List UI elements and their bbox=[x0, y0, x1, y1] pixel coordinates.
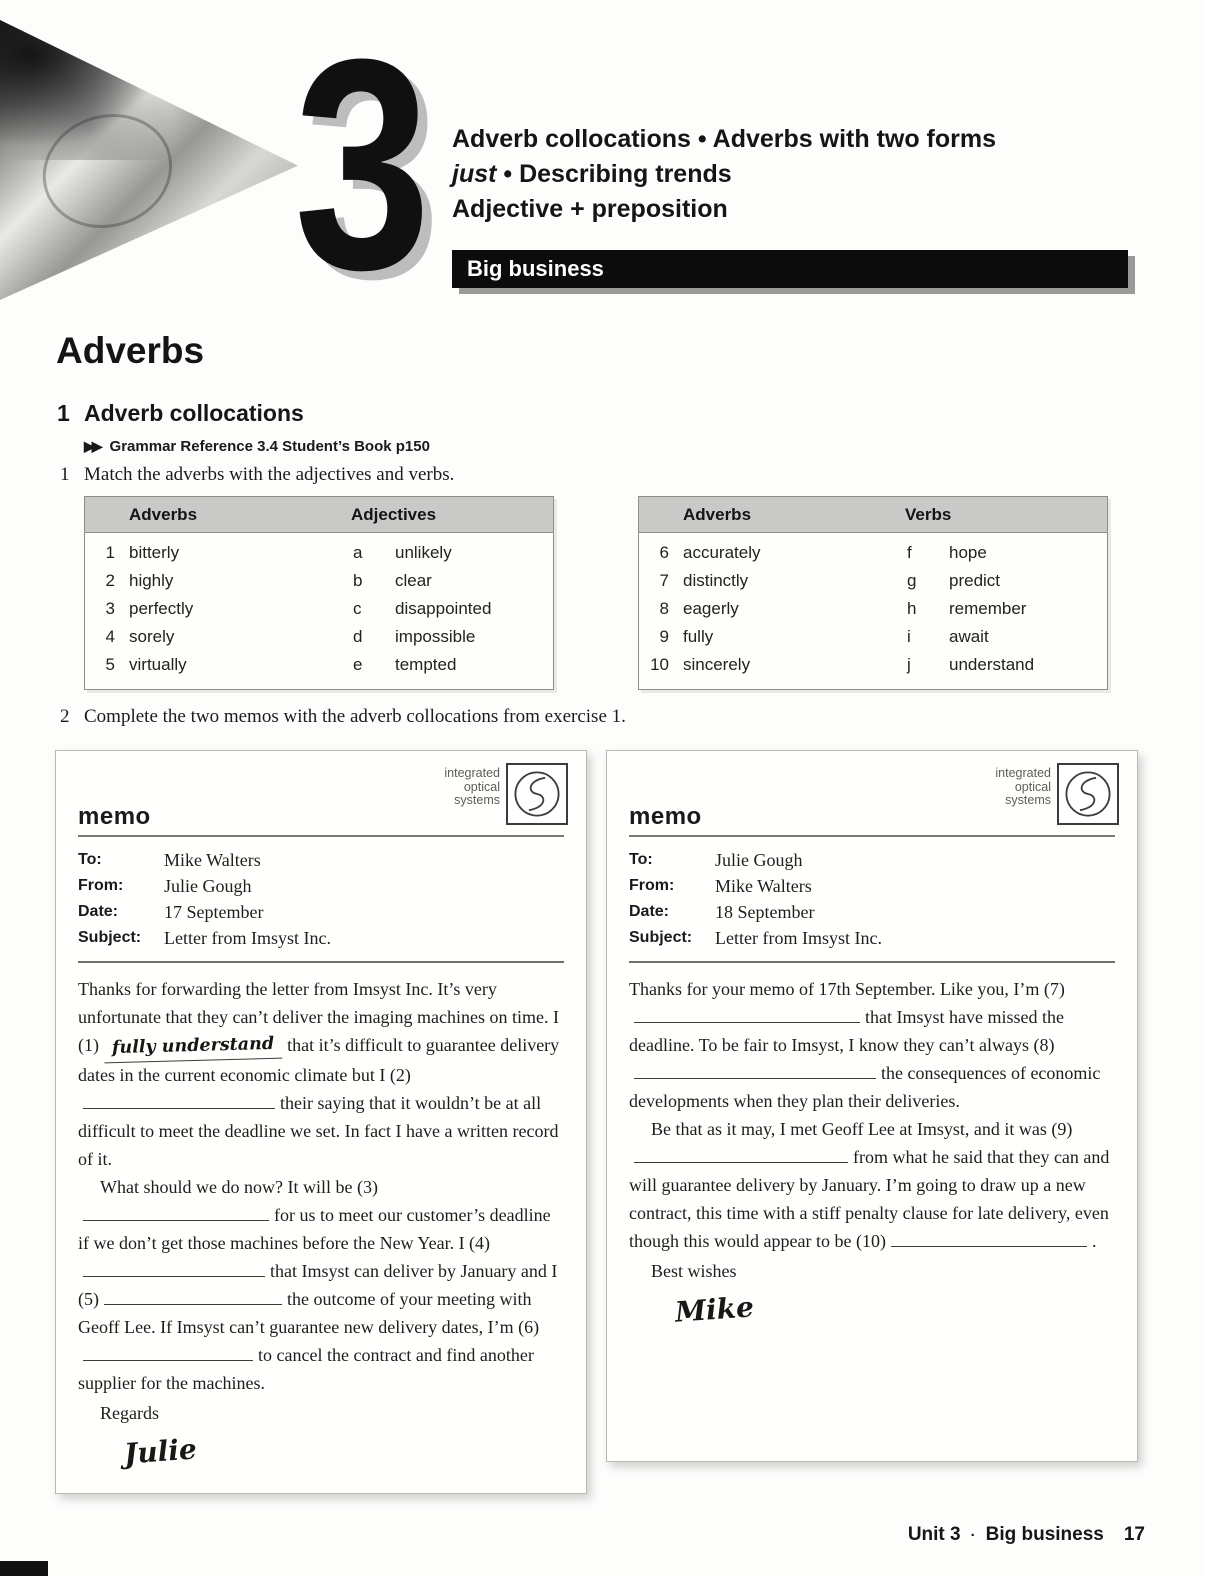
verb: predict bbox=[949, 571, 1001, 590]
memo-field-subject bbox=[78, 925, 564, 951]
logo-line: integrated bbox=[444, 766, 500, 780]
unit-topic-line3: Adjective + preposition bbox=[452, 195, 728, 223]
field-value: Mike Walters bbox=[164, 850, 261, 870]
memo-field-from bbox=[78, 873, 564, 899]
body-text: Thanks for forwarding the letter from Imsyst Inc. It’s very unfortunate that they can’t deliver the imaging machines on time. I (1) bbox=[78, 979, 560, 1055]
item-number: 4 bbox=[105, 627, 115, 646]
table-row bbox=[85, 567, 553, 595]
exercise-1-text: Match the adverbs with the adjectives and verbs. bbox=[84, 464, 455, 485]
logo-line: optical bbox=[463, 779, 500, 794]
memo-header bbox=[629, 767, 1115, 837]
exercise-1-prompt bbox=[60, 464, 454, 486]
body-text: Be that as it may, I met Geoff Lee at Imsyst, and it was (9) bbox=[651, 1119, 1073, 1139]
body-text: from what he said that they can and will guarantee delivery by January. I’m going to draw up a new contract, this time with a stiff penalty clause for late delivery, even though this would appear to be (10) bbox=[629, 1147, 1110, 1251]
item-letter: g bbox=[907, 571, 917, 590]
memo-from-mike bbox=[606, 750, 1138, 1462]
match-table-verbs bbox=[638, 496, 1108, 690]
table-row bbox=[85, 595, 553, 623]
field-label: Date: bbox=[629, 903, 670, 920]
column-header-adverbs: Adverbs bbox=[129, 504, 198, 524]
item-letter: e bbox=[353, 655, 363, 674]
table-header-row bbox=[85, 497, 553, 533]
answer-blank-4[interactable] bbox=[83, 1264, 265, 1277]
body-text: the consequences of economic developments when they plan their deliveries. bbox=[629, 1063, 1101, 1111]
adverb: sorely bbox=[129, 627, 175, 646]
page-number: 17 bbox=[1123, 1524, 1145, 1545]
match-table-adjectives bbox=[84, 496, 554, 690]
memo-title: memo bbox=[629, 803, 702, 830]
unit-topic-line2-rest: • Describing trends bbox=[496, 160, 732, 188]
optical-systems-emblem-icon bbox=[1057, 763, 1119, 825]
memo-field-to bbox=[78, 847, 564, 873]
item-letter: c bbox=[353, 599, 362, 618]
verb: await bbox=[949, 627, 989, 646]
answer-blank-9[interactable] bbox=[634, 1150, 848, 1163]
item-letter: j bbox=[907, 655, 911, 674]
grammar-reference bbox=[84, 438, 430, 455]
table-row bbox=[639, 623, 1107, 651]
adjective: impossible bbox=[395, 627, 476, 646]
item-number: 2 bbox=[105, 571, 115, 590]
item-letter: i bbox=[907, 627, 911, 646]
abstract-cover-art bbox=[0, 20, 298, 300]
logo-text bbox=[995, 767, 1051, 808]
adjective: disappointed bbox=[395, 599, 492, 618]
memo-title: memo bbox=[78, 803, 151, 830]
field-value: Mike Walters bbox=[715, 876, 812, 896]
memo-field-subject bbox=[629, 925, 1115, 951]
footer-separator: · bbox=[970, 1527, 976, 1544]
adjective: unlikely bbox=[395, 543, 452, 562]
adverb: distinctly bbox=[683, 571, 749, 590]
adverb: eagerly bbox=[683, 599, 739, 618]
item-number: 5 bbox=[105, 655, 115, 674]
body-text: Thanks for your memo of 17th September. Like you, I’m (7) bbox=[629, 979, 1065, 999]
item-letter: b bbox=[353, 571, 363, 590]
item-letter: h bbox=[907, 599, 917, 618]
optical-systems-emblem-icon bbox=[506, 763, 568, 825]
unit-title-banner: Big business bbox=[452, 250, 1128, 288]
field-label: Subject: bbox=[78, 929, 142, 946]
item-number: 3 bbox=[105, 599, 115, 618]
table-row bbox=[639, 651, 1107, 679]
memo-header bbox=[78, 767, 564, 837]
memo-field-date bbox=[78, 899, 564, 925]
answer-blank-7[interactable] bbox=[634, 1010, 860, 1023]
table-header-row bbox=[639, 497, 1107, 533]
body-text: . bbox=[1091, 1231, 1097, 1251]
exercise-1-number: 1 bbox=[60, 464, 70, 485]
memo-field-date bbox=[629, 899, 1115, 925]
body-text: that it’s difficult to guarantee delivery dates in the current economic climate but I (2) bbox=[78, 1035, 560, 1085]
logo-text bbox=[444, 767, 500, 808]
body-text: their saying that it wouldn’t be at all difficult to meet the deadline we set. In fact I have a written record of it. bbox=[78, 1093, 559, 1169]
body-text: to cancel the contract and find another supplier for the machines. bbox=[78, 1345, 534, 1393]
adverb: accurately bbox=[683, 543, 761, 562]
item-number: 9 bbox=[659, 627, 669, 646]
item-number: 8 bbox=[659, 599, 669, 618]
answer-blank-6[interactable] bbox=[83, 1348, 253, 1361]
field-value: Letter from Imsyst Inc. bbox=[715, 928, 882, 948]
handwritten-answer-1: fully understand bbox=[104, 1030, 283, 1064]
memo-paragraph bbox=[629, 1115, 1115, 1255]
unit-topic-line2 bbox=[452, 157, 996, 192]
adverb: perfectly bbox=[129, 599, 194, 618]
section-title: Adverbs bbox=[56, 330, 205, 371]
signature-julie: Julie bbox=[122, 1432, 198, 1471]
adjective: clear bbox=[395, 571, 432, 590]
item-number: 6 bbox=[659, 543, 669, 562]
adverb: fully bbox=[683, 627, 714, 646]
table-row bbox=[85, 651, 553, 679]
column-header-adverbs: Adverbs bbox=[683, 504, 752, 524]
memo-body bbox=[629, 975, 1115, 1255]
page-footer bbox=[908, 1524, 1145, 1546]
subsection-number: 1 bbox=[57, 400, 70, 426]
body-text: the outcome of your meeting with Geoff Lee. If Imsyst can’t guarantee new delivery dates, I’m (6) bbox=[78, 1289, 540, 1337]
logo-line: systems bbox=[454, 793, 500, 807]
memo-field-from bbox=[629, 873, 1115, 899]
subsection-title: Adverb collocations bbox=[84, 400, 304, 426]
scan-artifact bbox=[0, 1561, 48, 1576]
memo-paragraph bbox=[629, 975, 1115, 1115]
unit-number: 3 bbox=[294, 0, 431, 332]
body-text: for us to meet our customer’s deadline if we don’t get those machines before the New Year. I (4) bbox=[78, 1205, 551, 1253]
item-letter: f bbox=[907, 543, 912, 562]
item-number: 7 bbox=[659, 571, 669, 590]
answer-blank-2[interactable] bbox=[83, 1096, 275, 1109]
memo-paragraph bbox=[78, 975, 564, 1173]
field-label: To: bbox=[78, 851, 102, 868]
memo-closing: Regards bbox=[100, 1403, 159, 1423]
verb: remember bbox=[949, 599, 1027, 618]
item-letter: d bbox=[353, 627, 363, 646]
memo-paragraph bbox=[78, 1173, 564, 1397]
field-label: Date: bbox=[78, 903, 119, 920]
table-row bbox=[639, 595, 1107, 623]
integrated-optical-systems-logo bbox=[995, 763, 1119, 825]
field-label: From: bbox=[78, 877, 124, 894]
field-value: 18 September bbox=[715, 902, 815, 922]
field-value: Letter from Imsyst Inc. bbox=[164, 928, 331, 948]
footer-topic: Big business bbox=[985, 1524, 1104, 1545]
body-text: that Imsyst have missed the deadline. To be fair to Imsyst, I know they can’t always (8) bbox=[629, 1007, 1064, 1055]
body-text: What should we do now? It will be (3) bbox=[100, 1177, 378, 1197]
unit-topic-line1: Adverb collocations • Adverbs with two forms bbox=[452, 125, 997, 153]
memo-fields bbox=[78, 847, 564, 951]
adverb: sincerely bbox=[683, 655, 751, 674]
field-value: 17 September bbox=[164, 902, 264, 922]
exercise-2-number: 2 bbox=[60, 706, 70, 727]
field-value: Julie Gough bbox=[715, 850, 803, 870]
field-label: To: bbox=[629, 851, 653, 868]
grammar-reference-text: Grammar Reference 3.4 Student’s Book p150 bbox=[109, 438, 430, 455]
field-label: From: bbox=[629, 877, 675, 894]
memo-divider bbox=[78, 961, 564, 963]
answer-blank-8[interactable] bbox=[634, 1066, 876, 1079]
memo-divider bbox=[629, 961, 1115, 963]
exercise-2-text: Complete the two memos with the adverb collocations from exercise 1. bbox=[84, 706, 626, 727]
adjective: tempted bbox=[395, 655, 457, 674]
answer-blank-10[interactable] bbox=[891, 1234, 1087, 1247]
column-header-adjectives: Adjectives bbox=[351, 504, 437, 524]
table-row bbox=[85, 623, 553, 651]
verb: understand bbox=[949, 655, 1035, 674]
item-number: 10 bbox=[650, 655, 669, 674]
adverb: virtually bbox=[129, 655, 187, 674]
subsection-heading bbox=[57, 400, 304, 427]
memo-body bbox=[78, 975, 564, 1397]
verb: hope bbox=[949, 543, 987, 562]
adverb: highly bbox=[129, 571, 174, 590]
memo-closing: Best wishes bbox=[651, 1261, 737, 1281]
memo-from-julie bbox=[55, 750, 587, 1494]
answer-blank-5[interactable] bbox=[104, 1292, 282, 1305]
item-number: 1 bbox=[105, 543, 115, 562]
logo-line: integrated bbox=[995, 766, 1051, 780]
table-row bbox=[639, 539, 1107, 567]
unit-topics bbox=[452, 122, 996, 227]
logo-line: optical bbox=[1014, 779, 1051, 794]
integrated-optical-systems-logo bbox=[444, 763, 568, 825]
answer-blank-3[interactable] bbox=[83, 1208, 269, 1221]
table-row bbox=[85, 539, 553, 567]
double-arrow-icon: ▶▶ bbox=[84, 438, 100, 454]
field-value: Julie Gough bbox=[164, 876, 252, 896]
field-label: Subject: bbox=[629, 929, 693, 946]
footer-unit: Unit 3 bbox=[907, 1524, 961, 1545]
table-row bbox=[639, 567, 1107, 595]
unit-topic-italic: just bbox=[452, 160, 497, 188]
exercise-2-prompt bbox=[60, 706, 626, 728]
memo-field-to bbox=[629, 847, 1115, 873]
logo-line: systems bbox=[1005, 793, 1051, 807]
signature-mike: Mike bbox=[673, 1290, 755, 1329]
column-header-verbs: Verbs bbox=[905, 504, 952, 524]
body-text: that Imsyst can deliver by January and I (5) bbox=[78, 1261, 558, 1309]
adverb: bitterly bbox=[129, 543, 180, 562]
item-letter: a bbox=[353, 543, 363, 562]
memo-fields bbox=[629, 847, 1115, 951]
